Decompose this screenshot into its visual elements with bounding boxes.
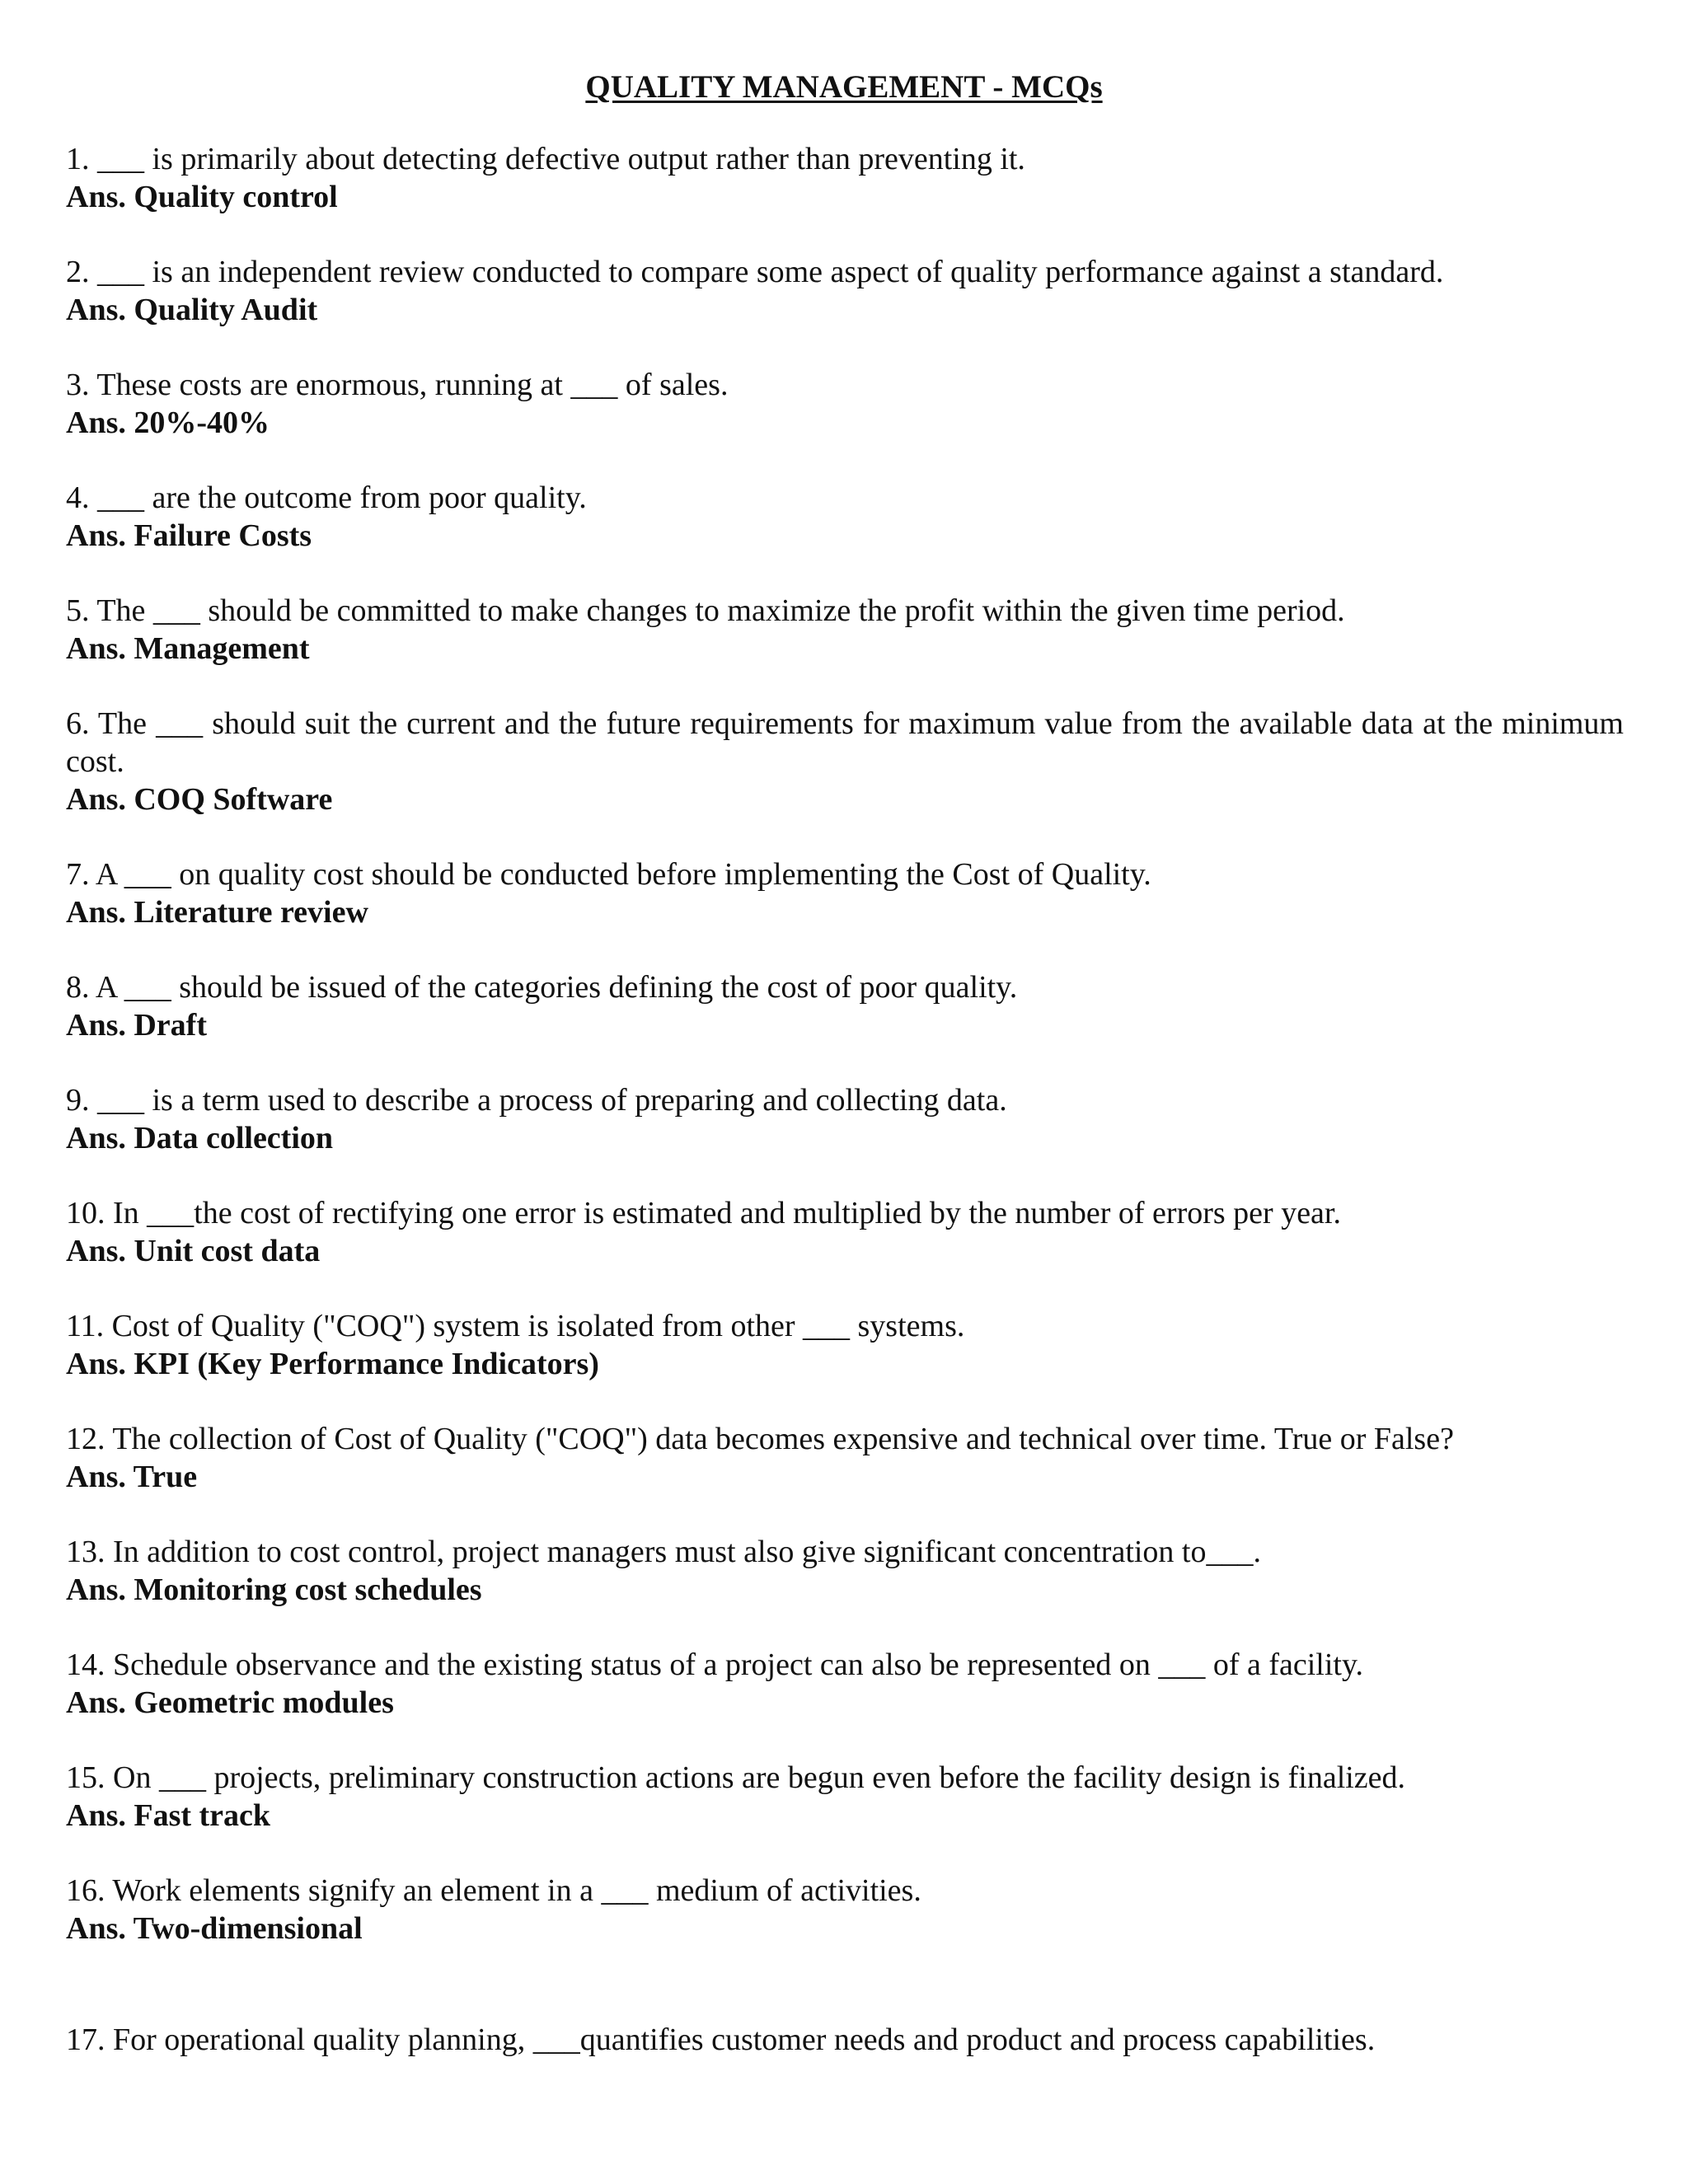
answer-text: Ans. Unit cost data xyxy=(66,1234,321,1268)
answer-text: Ans. 20%-40% xyxy=(66,405,270,440)
answer-text: Ans. COQ Software xyxy=(66,782,333,817)
mcq-item-3 xyxy=(66,366,1624,442)
answer-text: Ans. Draft xyxy=(66,1008,207,1043)
question-text: 6. The ___ should suit the current and the future requirements for maximum value from the available data at the minimum cost. xyxy=(66,706,1624,779)
mcq-item-1 xyxy=(66,140,1624,216)
question-text: 8. A ___ should be issued of the categories defining the cost of poor quality. xyxy=(66,970,1018,1005)
answer-text: Ans. Two-dimensional xyxy=(66,1911,363,1946)
mcq-item-11 xyxy=(66,1307,1624,1383)
answer-text: Ans. Monitoring cost schedules xyxy=(66,1572,482,1607)
answer-text: Ans. True xyxy=(66,1460,198,1494)
question-text: 9. ___ is a term used to describe a process of preparing and collecting data. xyxy=(66,1083,1007,1118)
answer-text: Ans. KPI (Key Performance Indicators) xyxy=(66,1347,599,1381)
mcq-item-12 xyxy=(66,1420,1624,1496)
question-text: 13. In addition to cost control, project managers must also give significant concentration to___. xyxy=(66,1535,1261,1569)
question-text: 10. In ___the cost of rectifying one error is estimated and multiplied by the number of errors per year. xyxy=(66,1196,1341,1230)
question-text: 3. These costs are enormous, running at ___ of sales. xyxy=(66,368,729,402)
mcq-item-14 xyxy=(66,1646,1624,1722)
answer-text: Ans. Quality control xyxy=(66,180,338,214)
mcq-item-7 xyxy=(66,855,1624,931)
question-text: 2. ___ is an independent review conducted to compare some aspect of quality performance against a standard. xyxy=(66,255,1444,289)
mcq-list xyxy=(66,140,1624,2059)
question-text: 4. ___ are the outcome from poor quality. xyxy=(66,480,587,515)
question-text: 5. The ___ should be committed to make changes to maximize the profit within the given time period. xyxy=(66,593,1345,628)
mcq-item-13 xyxy=(66,1533,1624,1609)
question-text: 14. Schedule observance and the existing status of a project can also be represented on ___ of a facility. xyxy=(66,1647,1363,1682)
question-text: 15. On ___ projects, preliminary construction actions are begun even before the facility design is finalized. xyxy=(66,1760,1406,1795)
answer-text: Ans. Failure Costs xyxy=(66,518,312,553)
answer-text: Ans. Management xyxy=(66,631,310,666)
mcq-item-17 xyxy=(66,2021,1624,2059)
question-text: 11. Cost of Quality ("COQ") system is isolated from other ___ systems. xyxy=(66,1309,965,1343)
mcq-item-2 xyxy=(66,253,1624,329)
answer-text: Ans. Data collection xyxy=(66,1121,334,1155)
mcq-item-9 xyxy=(66,1081,1624,1157)
mcq-item-8 xyxy=(66,968,1624,1044)
question-text: 12. The collection of Cost of Quality ("COQ") data becomes expensive and technical over time. True or False? xyxy=(66,1422,1454,1456)
mcq-item-15 xyxy=(66,1759,1624,1835)
answer-text: Ans. Literature review xyxy=(66,895,368,930)
question-text: 16. Work elements signify an element in a ___ medium of activities. xyxy=(66,1873,921,1908)
answer-text: Ans. Geometric modules xyxy=(66,1685,394,1720)
question-text: 1. ___ is primarily about detecting defective output rather than preventing it. xyxy=(66,142,1025,176)
answer-text: Ans. Quality Audit xyxy=(66,293,318,327)
mcq-item-16 xyxy=(66,1872,1624,1947)
answer-text: Ans. Fast track xyxy=(66,1798,271,1833)
mcq-item-6 xyxy=(66,705,1624,818)
page-title: QUALITY MANAGEMENT - MCQs xyxy=(585,69,1103,105)
mcq-item-10 xyxy=(66,1194,1624,1270)
question-text: 7. A ___ on quality cost should be conducted before implementing the Cost of Quality. xyxy=(66,857,1151,892)
question-text: 17. For operational quality planning, ___quantifies customer needs and product and process capabilities. xyxy=(66,2022,1376,2057)
mcq-item-4 xyxy=(66,479,1624,555)
mcq-item-5 xyxy=(66,592,1624,668)
